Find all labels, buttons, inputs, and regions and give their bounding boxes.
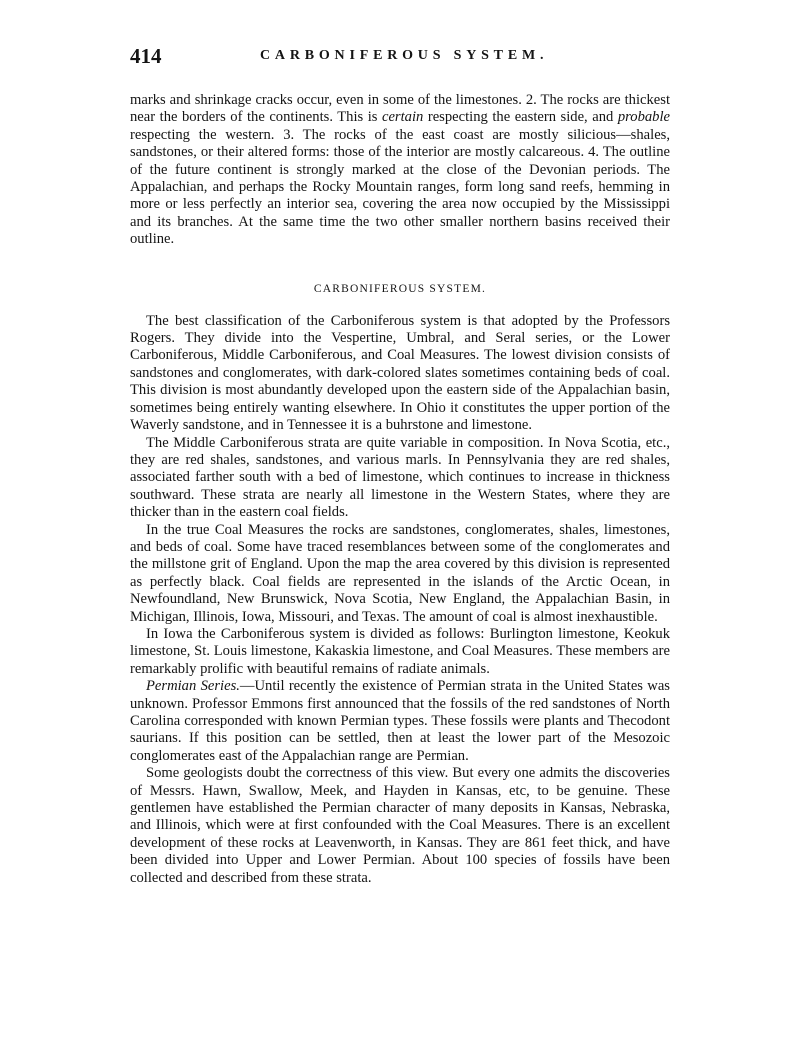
section-heading: CARBONIFEROUS SYSTEM.: [313, 282, 487, 295]
intro-text-b: respecting the eastern side, and: [423, 109, 618, 126]
running-head: [130, 44, 670, 70]
book-page: [130, 44, 670, 887]
paragraph-coal-measures: In the true Coal Measures the rocks are sandstones, conglomerates, shales, limestones, and beds of coal. Some have traced resemblances between some of the conglomerates and the millstone grit of England. Upon the map the area covered by this division is represented as perfectly black. Coal fields are represented in the islands of the Arctic Ocean, in Newfoundland, New Brunswick, Nova Scotia, New England, the Appalachian Basin, in Michigan, Illinois, Iowa, Missouri, and Texas. The amount of coal is almost inexhaustible.: [130, 521, 670, 625]
paragraph-middle-carboniferous: The Middle Carboniferous strata are quite variable in composition. In Nova Scotia, etc., they are red shales, sandstones, and various marls. In Pennsylvania they are red shales, associated farther south with a bed of limestone, which continues to increase in thickness southward. These strata are nearly all limestone in the Western States, where they are thicker than in the eastern coal fields.: [130, 434, 670, 521]
permian-series-run-in-heading: Permian Series.: [146, 678, 240, 695]
permian-series-text: —Until recently the existence of Permian strata in the United States was unknown. Professor Emmons first announced that the fossils of the red sandstones of North Carolina corresponded with known Permian types. These fossils were plants and Thecodont saurians. If this position can be settled, then at least the lower part of the Mesozoic conglomerates east of the Appalachian range are Permian.: [130, 678, 670, 764]
page-number: 414: [130, 44, 162, 68]
paragraph-iowa: In Iowa the Carboniferous system is divided as follows: Burlington limestone, Keokuk limestone, St. Louis limestone, Kakaskia limestone, and Coal Measures. These members are remarkably prolific with beautiful remains of radiate animals.: [130, 625, 670, 677]
paragraph-classification: The best classification of the Carboniferous system is that adopted by the Professors Rogers. They divide into the Vespertine, Umbral, and Seral series, or the Lower Carboniferous, Middle Carboniferous, and Coal Measures. The lowest division consists of sandstones and conglomerates, with dark-colored slates sometimes containing beds of coal. This division is most abundantly developed upon the eastern side of the Appalachian basin, sometimes being entirely wanting elsewhere. In Ohio it constitutes the upper portion of the Waverly sandstone, and in Tennessee it is a buhrstone and limestone.: [130, 312, 670, 434]
intro-emphasis-certain: certain: [381, 109, 424, 126]
paragraph-kansas-permian: Some geologists doubt the correctness of this view. But every one admits the discoveries of Messrs. Hawn, Swallow, Meek, and Hayden in Kansas, etc, to be genuine. These gentlemen have established the Permian character of many deposits in Kansas, Nebraska, and Illinois, which were at first confounded with the Coal Measures. There is an excellent development of these rocks at Leavenworth, in Kansas. They are 861 feet thick, and have been divided into Upper and Lower Permian. About 100 species of fossils have been collected and described from these strata.: [130, 765, 670, 886]
intro-text-a: marks and shrinkage cracks occur, even in some of the limestones. 2. The rocks are thickest near the borders of the continents. This is: [130, 92, 670, 126]
paragraph-permian-series: [130, 678, 670, 765]
intro-emphasis-probable: probable: [617, 109, 670, 126]
running-title: CARBONIFEROUS SYSTEM.: [260, 48, 549, 63]
intro-paragraph: [130, 92, 670, 249]
intro-text-c: respecting the western. 3. The rocks of the east coast are mostly silicious—shales, sandstones, or their altered forms: those of the interior are mostly calcareous. 4. The outline of the future continent is strongly marked at the close of the Devonian periods. The Appalachian, and perhaps the Rocky Mountain ranges, form long sand reefs, hemming in more or less perfectly an interior sea, covering the area now occupied by the Mississippi and its branches. At the same time the two other smaller northern basins received their outline.: [130, 126, 670, 248]
